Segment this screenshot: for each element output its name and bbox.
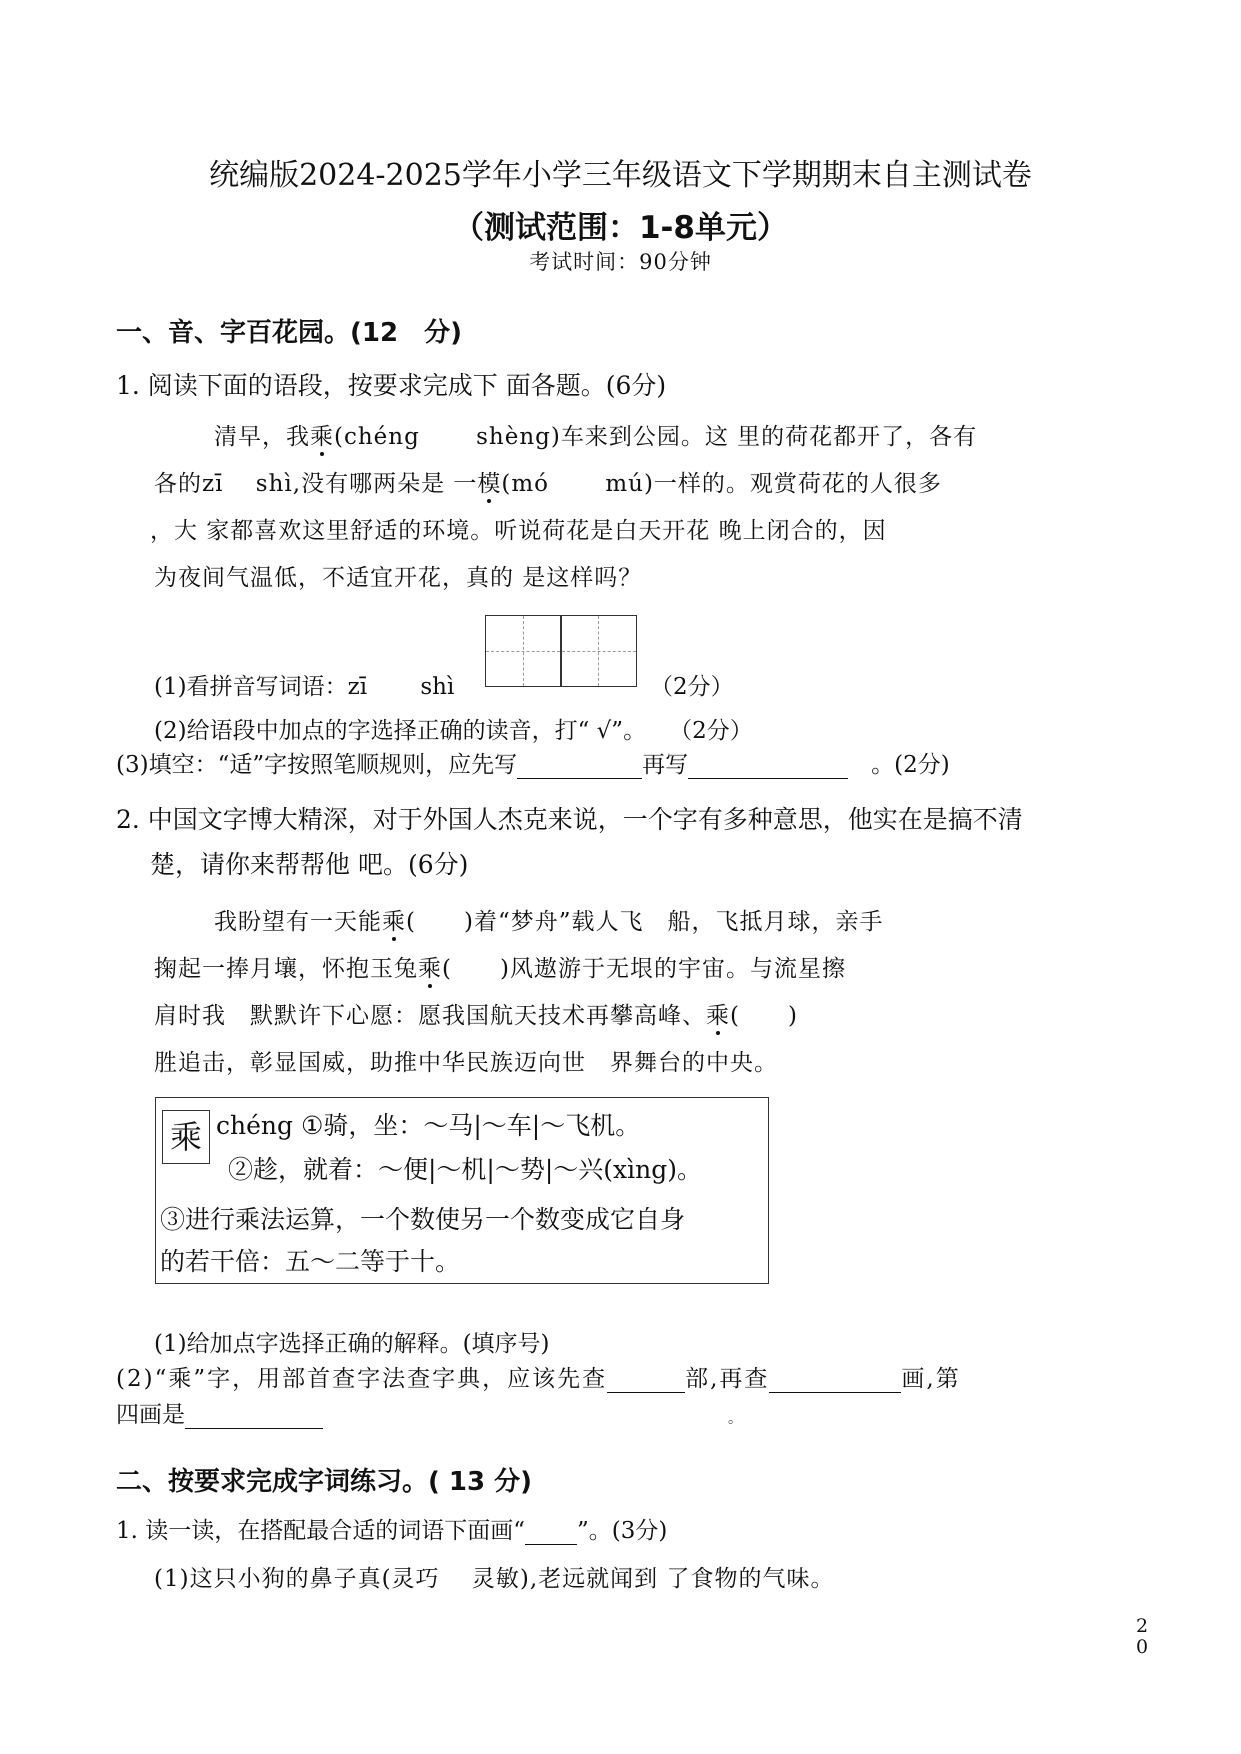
- q2-passage-line-4: 胜追击，彰显国威，助推中华民族迈向世 界舞台的中央。: [154, 1050, 778, 1076]
- dict-line-3: ③进行乘法运算，一个数使另一个数变成它自身: [160, 1205, 686, 1234]
- dictionary-entry-box: [155, 1097, 769, 1284]
- period-mark: 。: [728, 1411, 742, 1427]
- q1-sub1-label: (1)看拼音写词语：zī shì: [154, 674, 455, 700]
- q1-stem: 1. 阅读下面的语段，按要求完成下 面各题。(6分): [116, 371, 667, 400]
- dotted-char: 乘: [706, 1003, 730, 1029]
- q2-passage-line-2: 掬起一捧月壤，怀抱玉兔乘( )风遨游于无垠的宇宙。与流星擦: [154, 956, 846, 982]
- exam-time: 考试时间：90分钟: [529, 250, 712, 274]
- dotted-char: 模: [477, 471, 502, 497]
- answer-blank[interactable]: [185, 1406, 323, 1429]
- s2-q1-stem: 1. 读一读，在搭配最合适的词语下面画“ ”。(3分): [116, 1518, 668, 1544]
- section1-heading: 一、音、字百花园。(12 分): [116, 318, 462, 348]
- answer-blank[interactable]: [688, 756, 848, 779]
- q2-passage-line-3: 肩时我 默默许下心愿：愿我国航天技术再攀高峰、乘( ): [154, 1003, 798, 1029]
- q2-stem-1: 2. 中国文字博大精深，对于外国人杰克来说，一个字有多种意思，他实在是搞不清: [116, 805, 1023, 834]
- dict-line-4: 的若干倍：五～二等于十。: [160, 1247, 461, 1276]
- answer-blank[interactable]: [517, 756, 642, 779]
- q1-passage-line-2: 各的zī shì,没有哪两朵是 一模(mó mú)一样的。观赏荷花的人很多: [154, 471, 942, 497]
- page-number-digit-2: 0: [1136, 1636, 1149, 1658]
- q2-sub2-cont: 四画是: [116, 1396, 323, 1429]
- dotted-char: 乘: [310, 424, 334, 450]
- dotted-char: 乘: [382, 909, 406, 935]
- answer-blank[interactable]: [769, 1370, 901, 1393]
- q1-sub1-score: （2分）: [650, 674, 734, 700]
- q2-stem-2: 楚，请你来帮帮他 吧。(6分): [150, 850, 469, 879]
- s2-item-1: (1)这只小狗的鼻子真(灵巧 灵敏),老远就闻到 了食物的气味。: [154, 1566, 835, 1592]
- q2-sub2: (2)“乘”字，用部首查字法查字典，应该先查 部,再查 画,第: [116, 1366, 961, 1392]
- writing-grid[interactable]: [485, 615, 637, 687]
- exam-title: 统编版2024-2025学年小学三年级语文下学期期末自主测试卷: [209, 158, 1032, 193]
- page-number-digit-1: 2: [1136, 1615, 1149, 1637]
- q1-passage-line-1: 清早，我乘(chéng shèng)车来到公园。这 里的荷花都开了，各有: [214, 424, 978, 450]
- q1-sub3: (3)填空：“适”字按照笔顺规则，应先写 再写 。(2分): [116, 752, 950, 778]
- exam-subtitle: （测试范围：1-8单元）: [452, 210, 788, 246]
- dict-line-1: chéng ①骑，坐：～马|～车|～飞机。: [216, 1111, 641, 1140]
- dict-line-2: ②趁，就着：～便|～机|～势|～兴(xìng)。: [228, 1155, 702, 1184]
- underline-sample: [525, 1522, 577, 1545]
- q1-passage-line-3: ，大 家都喜欢这里舒适的环境。听说荷花是白天开花 晚上闭合的，因: [150, 518, 887, 544]
- dotted-char: 乘: [418, 956, 442, 982]
- q1-passage-line-4: 为夜间气温低，不适宜开花，真的 是这样吗？: [154, 565, 643, 591]
- dictionary-char: 乘: [162, 1110, 210, 1164]
- section2-heading: 二、按要求完成字词练习。( 13 分): [116, 1467, 533, 1497]
- answer-blank[interactable]: [607, 1370, 685, 1393]
- q1-sub2: (2)给语段中加点的字选择正确的读音，打“ √”。 （2分）: [154, 718, 753, 744]
- q2-sub1: (1)给加点字选择正确的解释。(填序号): [154, 1331, 550, 1357]
- q2-passage-line-1: 我盼望有一天能乘( )着“梦舟”载人飞 船，飞抵月球，亲手: [214, 909, 884, 935]
